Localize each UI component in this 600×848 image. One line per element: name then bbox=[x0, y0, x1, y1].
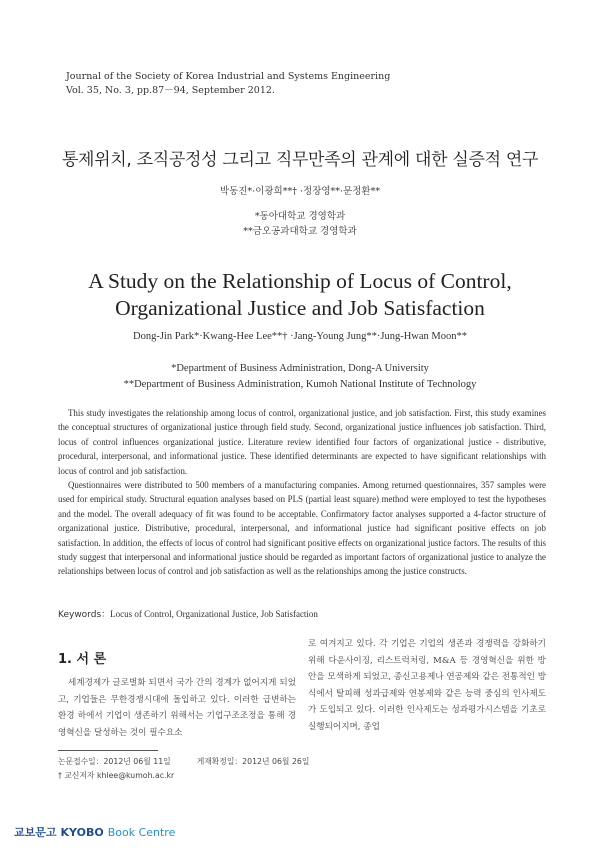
english-affiliations bbox=[0, 361, 600, 393]
abstract-paragraph-1: This study investigates the relationship among locus of control, organizational justice, and job satisfaction. First, this study examines the conceptual structures of organizational justice through field study. Second, organizational justice influences job satisfaction. Third, locus of control influences organizational justice. Literature review identified four factors of organizational justice - distributive, procedural, interpersonal, and informational justice. These identified determinants are expected to have significant relationships with locus of control and job satisfaction. bbox=[58, 408, 546, 476]
english-title bbox=[0, 268, 600, 322]
journal-header bbox=[66, 70, 390, 98]
body-right-column: 로 여겨지고 있다. 각 기업은 기업의 생존과 경쟁력을 강화하기 위해 다운사이징, 리스트럭처링, M&A 등 경영혁신을 위한 방안을 모색하게 되었고, 종신고용제나 연공제와 같은 전통적인 방식에서 탈피해 성과급제와 연봉제와 같은 능력 중심의 인사제도가 도입되고 있다. 이러한 인사제도는 성과평가시스템을 기초로 실행되어지며, 종업 bbox=[308, 639, 546, 732]
journal-volume: Vol. 35, No. 3, pp.87－94, September 2012. bbox=[66, 85, 275, 96]
body-left-column: 세계경제가 글로벌화 되면서 국가 간의 경계가 없어지게 되었고, 기업들은 무한경쟁시대에 돌입하고 있다. 이러한 급변하는 환경 하에서 기업이 생존하기 위해서는 기업구조조정을 통해 경영혁신을 달성하는 것이 필수요소 bbox=[58, 678, 296, 738]
received-date: 논문접수일：2012년 06월 11일 bbox=[58, 757, 171, 766]
kyobo-watermark bbox=[14, 824, 175, 840]
korean-affiliations bbox=[0, 209, 600, 239]
section-heading: 1. 서 론 bbox=[58, 652, 107, 667]
keywords bbox=[58, 607, 546, 620]
english-affiliation-1: *Department of Business Administration, Dong-A University bbox=[171, 363, 429, 374]
korean-title: 통제위치, 조직공정성 그리고 직무만족의 관계에 대한 실증적 연구 bbox=[61, 150, 539, 170]
abstract-paragraph-2: Questionnaires were distributed to 500 members of a manufacturing companies. Among returned questionnaires, 357 samples were used for empirical study. Structural equation analyses based on PLS (partial least square) method were employed to test the hypotheses and the model. The overall adequacy of fit was found to be acceptable. Confirmatory factor analyses supported a 4-factor structure of organizational justice. Distributive, procedural, interpersonal, and informational justice had significant positive effects on job satisfaction. In addition, the effects of locus of control had significant positive effects on organizational justice factors. The results of this study suggest that interpersonal and informational justice should be regarded as important factors of organizational justice to analyze the relationships between locus of control and job satisfaction as well as the relationships among the justice constructs. bbox=[58, 480, 546, 577]
english-affiliation-2: **Department of Business Administration, Kumoh National Institute of Technology bbox=[123, 379, 477, 390]
journal-name: Journal of the Society of Korea Industrial and Systems Engineering bbox=[66, 71, 391, 82]
brand-suffix: Book Centre bbox=[107, 826, 176, 839]
english-title-line-2: Organizational Justice and Job Satisfaction bbox=[115, 296, 485, 320]
english-authors: Dong-Jin Park*·Kwang-Hee Lee**† ·Jang-Young Jung**·Jung-Hwan Moon** bbox=[132, 331, 467, 342]
abstract bbox=[58, 406, 546, 579]
footnote-dates bbox=[58, 756, 309, 767]
brand-latin: KYOBO bbox=[60, 826, 104, 839]
corresponding-author-note: † 교신저자 khlee@kumoh.ac.kr bbox=[58, 771, 175, 780]
korean-affiliation-2: **금오공과대학교 경영학과 bbox=[243, 226, 357, 237]
keywords-label: Keywords bbox=[58, 610, 102, 620]
footnote-divider bbox=[58, 750, 158, 751]
korean-authors: 박동진*·이광희**† ·정장영**·문정환** bbox=[219, 186, 381, 197]
korean-affiliation-1: *동아대학교 경영학과 bbox=[254, 211, 346, 222]
brand-korean: 교보문고 bbox=[14, 826, 57, 839]
english-title-line-1: A Study on the Relationship of Locus of Control, bbox=[88, 269, 512, 293]
keywords-text: ：Locus of Control, Organizational Justice, Job Satisfaction bbox=[101, 609, 318, 619]
accepted-date: 게재확정일：2012년 06월 26일 bbox=[196, 757, 310, 766]
